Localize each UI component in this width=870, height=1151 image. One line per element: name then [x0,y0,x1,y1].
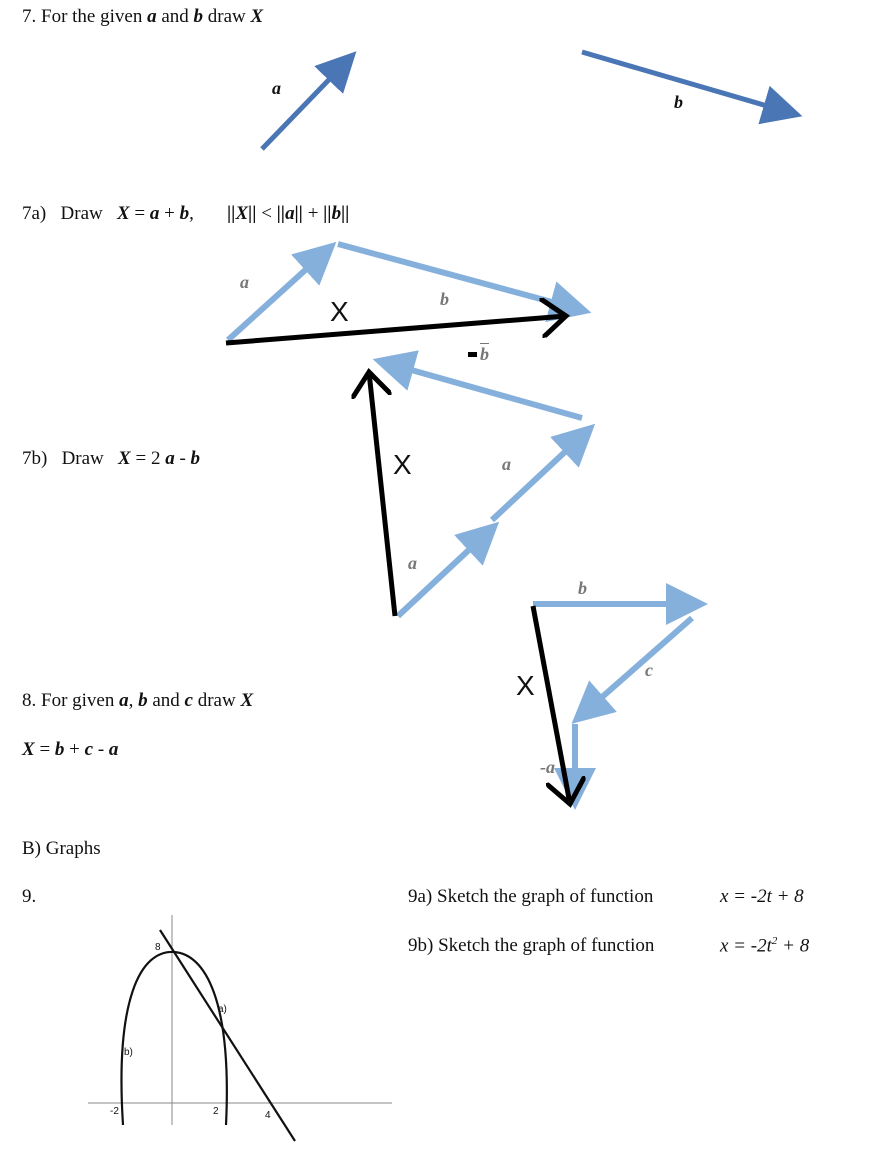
vector-b-given [582,52,788,112]
label-a-7a: a [240,272,249,292]
vector-a-given [262,62,346,149]
q9a-equation: x = -2t + 8 [720,886,804,907]
vector-X-7a [226,316,566,343]
q9b-eq-sup: 2 [771,935,778,947]
q8-comma: , [128,690,134,711]
q7b-X: X [118,448,131,469]
q9-number: 9. [22,886,37,907]
q9b-eq-pre: x = -2t [720,935,772,957]
q8-eq: = [39,739,51,760]
q7-a: a [147,6,157,27]
label-X-8: X [516,670,535,701]
q7a-lt: < [261,203,272,224]
label-neg-a-8: -a [540,757,555,777]
vector-a1-7b [398,534,486,616]
q8-eq-minus: - [97,739,105,760]
section-heading-graphs: B) Graphs [22,838,101,859]
q8-eq-X: X [22,739,35,760]
tick-x-4: 4 [265,1110,271,1121]
minus-sign-neg-b [468,352,477,357]
q7a-X: X [116,203,130,224]
q8-pre: For given [41,690,115,711]
q7a-a: a [149,203,160,224]
q7b-number: 7b) [22,448,48,469]
label-neg-b-7b: $\overline{b}$ [480,344,489,364]
q7b-eq: = [135,448,147,469]
q8-number: 8. [22,690,37,711]
q8-b: b [138,690,148,711]
q8-eq-a: a [108,739,119,760]
tick-x-2: 2 [213,1106,219,1117]
q7b-draw: Draw [61,448,104,469]
label-b-7a: b [440,289,449,309]
label-X-7b: X [393,449,412,480]
q8-c: c [184,690,193,711]
label-a2-7b: a [502,454,511,474]
vector-a2-7b [492,436,582,520]
q7a-norm-a: ||a|| [276,203,303,224]
label-b-given: b [674,92,683,112]
q7a-comma: , [189,203,194,224]
q7-and: and [161,6,189,27]
q7b-minus: - [179,448,186,469]
q7b-a: a [165,448,175,469]
curve-label-a: a) [218,1004,227,1015]
q9a-text: 9a) Sketch the graph of function [408,886,654,907]
vector-c-8 [585,618,692,712]
q7a-norm-b: ||b|| [323,203,350,224]
vector-b-7a [338,244,574,308]
q7a-eq: = [134,203,146,224]
label-a1-7b: a [408,553,417,573]
q7b-two: 2 [150,448,161,469]
q9b-eq-post: + 8 [777,935,810,957]
q7-number: 7. [22,6,37,27]
q9b-equation [720,935,809,957]
vector-neg-b-7b [390,364,582,418]
q7-draw: draw [207,6,246,27]
tick-x-neg2: -2 [110,1106,119,1117]
q7-text: For the given [41,6,143,27]
label-b-8: b [578,578,587,598]
q9b-text: 9b) Sketch the graph of function [408,935,655,956]
q8-draw: draw [197,690,236,711]
label-a-given: a [272,78,281,98]
curve-label-b: b) [124,1047,133,1058]
q8-and: and [152,690,180,711]
q7-b: b [193,6,204,27]
label-c-8: c [645,660,653,680]
q7a-b: b [179,203,190,224]
tick-y-8: 8 [155,942,161,953]
q7a-norm-X: ||X|| [227,203,257,224]
q8-eq-c: c [84,739,94,760]
q7a-norm-plus: + [307,203,319,224]
q7a-plus: + [164,203,175,224]
q8-eq-b: b [54,739,65,760]
q7a-number: 7a) [22,203,47,224]
q7a-draw: Draw [60,203,103,224]
q7-X: X [250,6,264,27]
q8-X: X [240,690,254,711]
label-X-7a: X [330,296,349,327]
graph-9 [88,915,392,1141]
vector-a-7a [228,254,323,340]
parabola-b [121,952,226,1125]
q7b-b: b [190,448,201,469]
vector-X-7b [369,372,395,616]
q8-eq-plus: + [69,739,80,760]
q8-a: a [119,690,129,711]
